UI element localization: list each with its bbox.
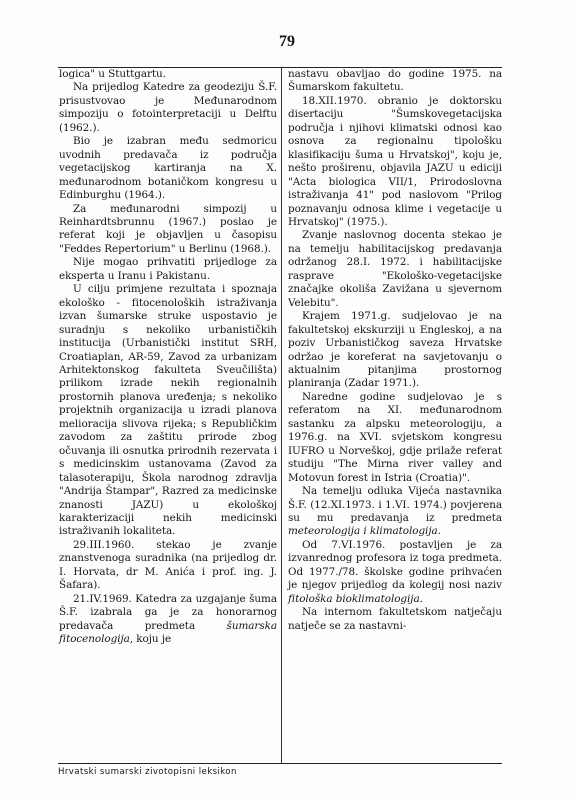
paragraph [59,81,277,135]
paragraph [288,68,502,95]
paragraph-text: Na prijedlog Katedre za geodeziju Š.F. prisustvovao je Međunarodnom simpoziju o fotointerpretaciji u Delftu (1962.). [59,81,277,134]
left-column [59,68,277,646]
paragraph-text: Za međunarodni simpozij u Reinhardtsbrunnu (1967.) poslao je referat koji je objavljen u časopisu "Feddes Repertorium" u Berlinu (1968.). [59,202,277,255]
paragraph-text: Zvanje naslovnog docenta stekao je na temelju habilitacijskog predavanja održanog 28.I. 1972. i habilitacijske rasprave "Ekološko-vegetacijske značajke okoliša Zavižana u sjevernom Velebitu". [288,229,502,309]
page-number: 79 [279,33,295,50]
paragraph-tail: , koju je [129,633,172,646]
paragraph [288,229,502,310]
paragraph [59,203,277,257]
footer-text: Hrvatski sumarski zivotopisni leksikon [58,767,237,777]
paragraph-text: U cilju primjene rezultata i spoznaja ekološko - fitocenoloških istraživanja izvan šumarske struke uspostavio je suradnju s nekoliko urbanističkih institucija (Urbanistički institut SRH, Croatiaplan, AR-59, Zavod za urbanizam Arhitektonskog fakulteta Sveučilišta) prilikom izrade nekih regionalnih prostornih planova uređenja; s nekoliko projektnih organizacija u izradi planova melioracija slivova rijeka; s Republičkim zavodom za zaštitu prirode zbog očuvanja ili osnutka prirodnih rezervata i s medicinskim ustanovama (Zavod za talasoterapiju, Škola narodnog zdravlja "Andrija Štampar", Razred za medicinske znanosti JAZU) u ekološkoj karakterizaciji nekih medicinski istraživanih lokaliteta. [59,283,277,538]
paragraph [59,256,277,283]
paragraph-text: Nije mogao prihvatiti prijedloge za eksperta u Iranu i Pakistanu. [59,256,277,282]
paragraph-text: nastavu obavljao do godine 1975. na Šumarskom fakultetu. [288,68,502,94]
paragraph [288,539,502,606]
paragraph-text: 29.III.1960. stekao je zvanje znanstvenoga suradnika (na prijedlog dr. I. Horvata, dr M. Anića i prof. ing. J. Šafara). [59,538,277,592]
italic-term: meteorologija i klimatologija [288,525,438,538]
paragraph-text: Na temelju odluka Vijeća nastavnika Š.F. (12.XI.1973. i 1.VI. 1974.) povjerena su mu predavanja iz predmeta [288,485,502,524]
paragraph-text: logica" u Stuttgartu. [59,68,166,80]
paragraph [288,485,502,539]
paragraph [288,95,502,230]
paragraph [59,135,277,202]
paragraph-text: Od 7.VI.1976. postavljen je za izvanrednog profesora iz toga predmeta. Od 1977./78. školske godine prihvaćen je njegov prijedlog da kolegij nosi naziv [288,538,502,592]
paragraph-tail: . [419,592,423,605]
paragraph-text: Krajem 1971.g. sudjelovao je na fakultetskoj ekskurziji u Engleskoj, a na poziv Urbanističkog saveza Hrvatske održao je koreferat na savjetovanju o aktualnim pitanjima prostornog planiranja (Zadar 1971.). [288,310,502,390]
column-divider [281,67,282,763]
right-column [288,68,502,633]
paragraph-text: Na internom fakultetskom natječaju natječe se za nastavni- [288,606,502,632]
paragraph [288,310,502,391]
italic-term: šumarska fitocenologija [59,619,277,646]
paragraph-text: 21.IV.1969. Katedra za uzgajanje šuma Š.F. izabrala ga je za honorarnog predavača predmeta [59,592,277,632]
italic-term: fitološka bioklimatologija [288,592,420,605]
paragraph [59,68,277,81]
paragraph-text: Naredne godine sudjelovao je s referatom na XI. međunarodnom sastanku za alpsku meteorologiju, a 1976.g. na XVI. svjetskom kongresu IUFRO u Norveškoj, gdje prilaže referat studiju "The Mirna river valley and Motovun forest in Istria (Croatia)". [288,390,502,484]
paragraph-tail: . [437,525,441,538]
paragraph [288,606,502,633]
paragraph-text: 18.XII.1970. obranio je doktorsku disertaciju "Šumskovegetacijska područja i njihovi klimatski odnosi kao osnova za regionalnu tipološku klasifikaciju šuma u Hrvatskoj", koju je, nešto proširenu, objavila JAZU u ediciji "Acta biologica VII/1, Prirodoslovna istraživanja 41" pod naslovom "Prilog poznavanju odnosa klime i vegetacije u Hrvatskoj" (1975.). [288,94,502,228]
paragraph [59,283,277,539]
paragraph [59,593,277,647]
paragraph [59,539,277,593]
paragraph [288,391,502,485]
bottom-rule [58,763,502,764]
paragraph-text: Bio je izabran među sedmoricu uvodnih predavača iz područja vegetacijskog kartiranja na X. međunarodnom botaničkom kongresu u Edinburghu (1964.). [59,135,277,202]
